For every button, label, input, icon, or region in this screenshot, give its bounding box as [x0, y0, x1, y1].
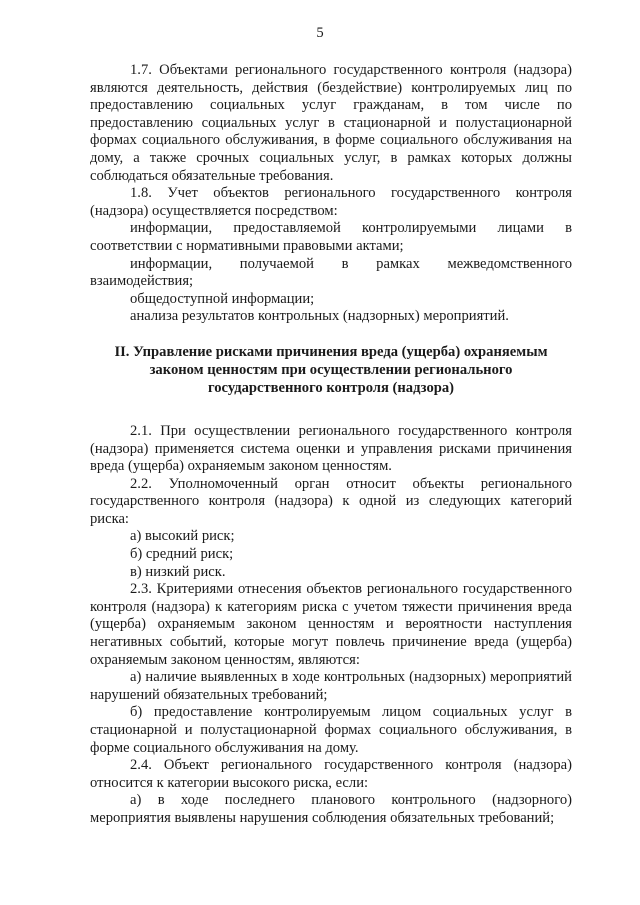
list-item-low-risk: в) низкий риск.: [130, 563, 226, 580]
list-item-last-inspection: а) в ходе последнего планового контрольного (надзорного) мероприятия выявлены нарушения соблюдения обязательных требований;: [90, 792, 572, 826]
list-item-control-results: анализа результатов контрольных (надзорных) мероприятий.: [130, 308, 509, 325]
list-item-social-services: б) предоставление контролируемым лицом социальных услуг в стационарной и полустационарной формах социального обслуживания, в форме социального обслуживания на дому.: [90, 704, 572, 756]
paragraph-2-2: 2.2. Уполномоченный орган относит объекты регионального государственного контроля (надзора) к одной из следующих категорий риска:: [90, 475, 572, 527]
list-item-violations-found: а) наличие выявленных в ходе контрольных (надзорных) мероприятий нарушений обязательных требований;: [90, 669, 572, 703]
page-number: 5: [316, 25, 324, 41]
document-body: [90, 62, 572, 828]
paragraph-2-4: 2.4. Объект регионального государственного контроля (надзора) относится к категории высокого риска, если:: [90, 757, 572, 791]
section-heading-line: II. Управление рисками причинения вреда (ущерба) охраняемым: [114, 343, 548, 360]
list-item-high-risk: а) высокий риск;: [130, 528, 235, 545]
paragraph-1-7: 1.7. Объектами регионального государственного контроля (надзора) являются деятельность, действия (бездействие) контролируемых лиц по предоставлению социальных услуг гражданам, в том числе по предоставлению социальных услуг в стационарной и полустационарной формах социального обслуживания, в форме социального обслуживания на дому, а также срочных социальных услуг, в рамках которых должны соблюдаться обязательные требования.: [90, 62, 572, 184]
section-heading-line: государственного контроля (надзора): [207, 379, 455, 396]
paragraph-1-8: 1.8. Учет объектов регионального государственного контроля (надзора) осуществляется посредством:: [90, 185, 572, 219]
list-item-public-info: общедоступной информации;: [130, 290, 315, 307]
list-item-info-interagency: информации, получаемой в рамках межведомственного взаимодействия;: [90, 255, 572, 290]
section-heading: [90, 343, 572, 397]
section-heading-line: законом ценностям при осуществлении регионального: [149, 361, 513, 378]
paragraph-2-3: 2.3. Критериями отнесения объектов регионального государственного контроля (надзора) к категориям риска с учетом тяжести причинения вреда (ущерба) охраняемым законом ценностям и вероятности наступления негативных событий, которые могут повлечь причинение вреда (ущерба) охраняемым законом ценностям, являются:: [90, 581, 572, 668]
paragraph-2-1: 2.1. При осуществлении регионального государственного контроля (надзора) применяется система оценки и управления рисками причинения вреда (ущерба) охраняемым законом ценностям.: [90, 422, 572, 475]
list-item-medium-risk: б) средний риск;: [130, 546, 234, 563]
list-item-info-provided: информации, предоставляемой контролируемыми лицами в соответствии с нормативными правовыми актами;: [90, 220, 572, 254]
